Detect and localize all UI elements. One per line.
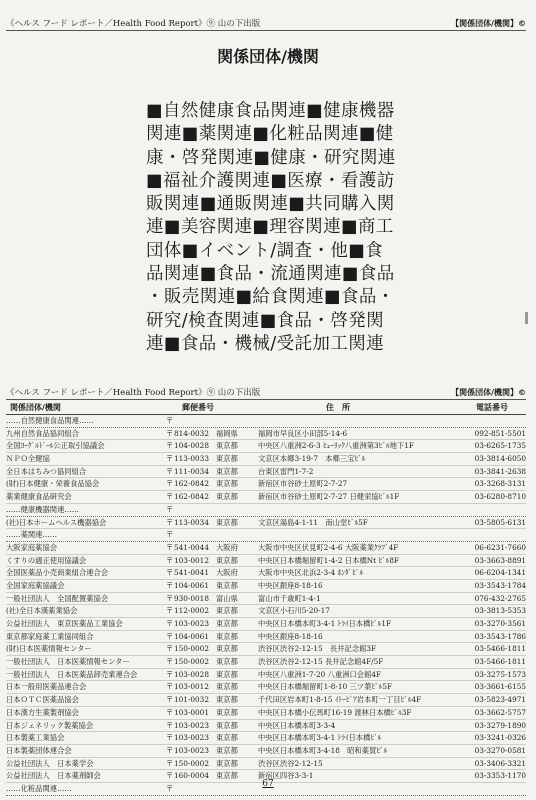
postal-code: 541-0041 bbox=[174, 568, 209, 578]
section-row bbox=[6, 415, 526, 428]
header-section-label: 【関係団体/機関】© bbox=[451, 387, 526, 397]
postal-mark: 〒 bbox=[166, 568, 174, 578]
category-line: 品関連■食品・流通関連■食品 bbox=[146, 264, 395, 285]
org-name: 全国ﾖｰｸﾞﾙﾄﾞｰﾙ公正取引協議会 bbox=[6, 441, 105, 451]
phone-number: 03-6265-1735 bbox=[474, 441, 526, 451]
prefecture: 東京都 bbox=[216, 682, 238, 692]
table-row bbox=[6, 694, 526, 707]
postal-mark: 〒 bbox=[166, 517, 174, 527]
org-name: (財)日本健康・栄養食品協会 bbox=[6, 479, 100, 489]
prefecture: 東京都 bbox=[216, 695, 238, 705]
org-name: 日本ＯＴＣ医薬品協会 bbox=[6, 695, 79, 705]
table-row bbox=[6, 618, 526, 631]
running-header-bottom bbox=[6, 385, 526, 400]
org-name: 全国医薬品小売商業組合連合会 bbox=[6, 568, 109, 578]
table-row bbox=[6, 542, 526, 555]
org-name: 東京都家庭薬工業協同組合 bbox=[6, 631, 94, 641]
address: 文京区本郷3-19-7 本郷三宝ﾋﾞﾙ bbox=[258, 454, 366, 464]
prefecture: 東京都 bbox=[216, 580, 238, 590]
page-title: 関係団体/機関 bbox=[217, 47, 319, 66]
address: 中央区八重洲1-7-20 八重洲口会館4F bbox=[258, 669, 382, 679]
address: 渋谷区渋谷2-12-15 長井記念館4F/5F bbox=[258, 657, 384, 667]
running-header-top bbox=[6, 16, 526, 31]
address: 渋谷区渋谷2-12-15 bbox=[258, 758, 323, 768]
phone-number: 03-3353-1170 bbox=[474, 771, 526, 781]
phone-number: 06-6231-7660 bbox=[474, 542, 526, 552]
category-line: 連■食品・機械/受託加工関連 bbox=[146, 333, 385, 354]
table-row bbox=[6, 593, 526, 606]
table-row bbox=[6, 758, 526, 771]
section-row bbox=[6, 529, 526, 542]
postal-code: 104-0028 bbox=[174, 441, 209, 451]
prefecture: 東京都 bbox=[216, 657, 238, 667]
org-name: ……化粧品関連…… bbox=[6, 783, 72, 793]
phone-number: 03-3270-0581 bbox=[474, 745, 526, 755]
org-name: 日本製薬団体連合会 bbox=[6, 745, 72, 755]
postal-mark: 〒 bbox=[166, 479, 174, 489]
postal-mark: 〒 bbox=[166, 606, 174, 616]
postal-mark: 〒 bbox=[166, 441, 174, 451]
postal-code: 160-0004 bbox=[174, 771, 209, 781]
prefecture: 富山県 bbox=[216, 593, 238, 603]
col-header-addr: 住 所 bbox=[326, 403, 350, 412]
table-row bbox=[6, 491, 526, 504]
prefecture: 東京都 bbox=[216, 492, 238, 502]
org-name: くすりの適正使用協議会 bbox=[6, 555, 87, 565]
address: 中央区日本橋堀留町1-8-10 三ツ葉ﾋﾞﾙ5F bbox=[258, 682, 393, 692]
category-line: 康・啓発関連■健康・研究関連 bbox=[146, 147, 396, 168]
postal-code: 103-0023 bbox=[174, 745, 209, 755]
postal-mark: 〒 bbox=[166, 657, 174, 667]
postal-code: 103-0023 bbox=[174, 733, 209, 743]
postal-code: 112-0002 bbox=[174, 606, 209, 616]
postal-mark: 〒 bbox=[166, 530, 174, 540]
prefecture: 東京都 bbox=[216, 466, 238, 476]
category-line: 連■美容関連■理容関連■商工 bbox=[146, 217, 394, 238]
postal-code: 814-0032 bbox=[174, 428, 209, 438]
phone-number: 03-5466-1811 bbox=[474, 657, 526, 667]
postal-mark: 〒 bbox=[166, 758, 174, 768]
org-name: ……自然健康食品関連…… bbox=[6, 416, 94, 425]
col-header-tel: 電話番号 bbox=[476, 403, 508, 412]
postal-code: 930-0018 bbox=[174, 593, 209, 603]
prefecture: 東京都 bbox=[216, 454, 238, 464]
postal-code: 103-0012 bbox=[174, 555, 209, 565]
org-name: 日本漢方生薬製剤協会 bbox=[6, 707, 79, 717]
phone-number: 03-3241-0326 bbox=[474, 733, 526, 743]
phone-number: 03-3275-1573 bbox=[474, 669, 526, 679]
postal-mark: 〒 bbox=[166, 466, 174, 476]
address: 文京区湯島4-1-11 南山堂ﾋﾞﾙ5F bbox=[258, 517, 368, 527]
table-header bbox=[6, 400, 526, 415]
section-row bbox=[6, 504, 526, 517]
address: 中央区日本橋本町3-4-1 ﾄﾗｲ日本橋ﾋﾞﾙ bbox=[258, 733, 382, 743]
header-section-label: 【関係団体/機関】© bbox=[451, 18, 526, 28]
prefecture: 東京都 bbox=[216, 631, 238, 641]
prefecture: 東京都 bbox=[216, 644, 238, 654]
postal-mark: 〒 bbox=[166, 555, 174, 565]
address: 中央区日本橋堀留町1-4-2 日本橋Nt ﾋﾞﾙ8F bbox=[258, 555, 400, 565]
phone-number: 092-851-5501 bbox=[474, 428, 526, 438]
address: 新宿区市谷砂土原町2-7-27 日健栄協ﾋﾞﾙ1F bbox=[258, 492, 400, 502]
category-line: 関連■薬関連■化粧品関連■健 bbox=[146, 124, 394, 145]
category-line: ■福祉介護関連■医療・看護訪 bbox=[146, 170, 395, 191]
org-name: 公益社団法人 日本薬剤師会 bbox=[6, 771, 101, 781]
phone-number: 03-3814-6050 bbox=[474, 454, 526, 464]
table-row bbox=[6, 517, 526, 530]
postal-mark: 〒 bbox=[166, 580, 174, 590]
org-name: 全国家庭薬協議会 bbox=[6, 580, 65, 590]
org-name: 公益社団法人 東京医薬品工業協会 bbox=[6, 619, 123, 628]
prefecture: 東京都 bbox=[216, 745, 238, 755]
org-name: 九州自然食品協同組合 bbox=[6, 428, 79, 438]
postal-mark: 〒 bbox=[166, 720, 174, 730]
org-name: 日本製薬工業協会 bbox=[6, 733, 65, 743]
table-row bbox=[6, 707, 526, 720]
address: 中央区日本橋本町3-4-1 ﾄﾗｲ日本橋ﾋﾞﾙ1F bbox=[258, 619, 392, 628]
phone-number: 03-3661-6155 bbox=[474, 682, 526, 692]
table-row bbox=[6, 681, 526, 694]
postal-code: 103-0023 bbox=[174, 720, 209, 730]
phone-number: 03-3543-1786 bbox=[474, 631, 526, 641]
org-name: (財)日本医薬情報センター bbox=[6, 644, 92, 654]
prefecture: 東京都 bbox=[216, 720, 238, 730]
postal-code: 162-0842 bbox=[174, 492, 209, 502]
col-header-zip: 郵便番号 bbox=[182, 403, 214, 412]
col-header-org: 関係団体/機関 bbox=[10, 403, 61, 412]
phone-number: 03-3813-5353 bbox=[474, 606, 526, 616]
category-line: 販関連■通販関連■共同購入関 bbox=[146, 194, 395, 215]
phone-number: 03-3662-5757 bbox=[474, 707, 526, 717]
org-name: 公益社団法人 日本薬学会 bbox=[6, 758, 94, 768]
postal-code: 103-0001 bbox=[174, 707, 209, 717]
postal-code: 104-0061 bbox=[174, 631, 209, 641]
category-line: ■自然健康食品関連■健康機器 bbox=[146, 101, 395, 121]
postal-mark: 〒 bbox=[166, 771, 174, 781]
address: 富山市千歳町1-4-1 bbox=[258, 593, 321, 603]
table-row bbox=[6, 669, 526, 682]
table-row bbox=[6, 732, 526, 745]
table-row bbox=[6, 453, 526, 466]
org-name: ……健康機器関連…… bbox=[6, 504, 79, 514]
postal-mark: 〒 bbox=[166, 669, 174, 679]
org-name: 一般社団法人 全国配置薬協会 bbox=[6, 593, 109, 603]
prefecture: 大阪府 bbox=[216, 542, 238, 552]
postal-code: 162-0842 bbox=[174, 479, 209, 489]
header-publication: 《ヘルス フード レポート／Health Food Report》⑨ 山の下出版 bbox=[6, 19, 261, 29]
postal-mark: 〒 bbox=[166, 416, 174, 425]
phone-number: 03-3663-8891 bbox=[474, 555, 526, 565]
prefecture: 福岡県 bbox=[216, 428, 238, 438]
page-number: 67 bbox=[262, 779, 274, 789]
table-row bbox=[6, 720, 526, 733]
postal-code: 103-0023 bbox=[174, 619, 209, 628]
table-row bbox=[6, 478, 526, 491]
table-row bbox=[6, 428, 526, 441]
category-line: ・販売関連■給食関連■食品・ bbox=[146, 287, 395, 308]
address: 千代田区岩本町1-8-15 ｲﾄｰﾋﾟｱ岩本町一丁目ﾋﾞﾙ4F bbox=[258, 695, 422, 705]
directory-table bbox=[6, 415, 526, 796]
phone-number: 03-6280-8710 bbox=[474, 492, 526, 502]
table-row bbox=[6, 466, 526, 479]
prefecture: 東京都 bbox=[216, 479, 238, 489]
postal-mark: 〒 bbox=[166, 733, 174, 743]
postal-code: 113-0033 bbox=[174, 454, 209, 464]
table-row bbox=[6, 656, 526, 669]
category-line: 団体■イベント/調査・他■食 bbox=[146, 240, 384, 261]
prefecture: 東京都 bbox=[216, 669, 238, 679]
address: 中央区日本橋小伝馬町16-19 渡林日本橋ﾋﾞﾙ3F bbox=[258, 707, 412, 717]
postal-code: 111-0034 bbox=[174, 466, 209, 476]
category-index bbox=[146, 100, 404, 356]
prefecture: 東京都 bbox=[216, 555, 238, 565]
phone-number: 03-3841-2638 bbox=[474, 466, 526, 476]
address: 中央区日本橋本町3-4-18 昭和薬貿ﾋﾞﾙ bbox=[258, 745, 388, 755]
address: 台東区雷門1-7-2 bbox=[258, 466, 314, 476]
address: 中央区日本橋本町3-3-4 bbox=[258, 720, 336, 730]
phone-number: 03-3270-3561 bbox=[474, 619, 526, 628]
prefecture: 東京都 bbox=[216, 771, 238, 781]
phone-number: 03-3406-3321 bbox=[474, 758, 526, 768]
table-row bbox=[6, 580, 526, 593]
phone-number: 03-3279-1890 bbox=[474, 720, 526, 730]
postal-code: 103-0012 bbox=[174, 682, 209, 692]
postal-mark: 〒 bbox=[166, 428, 174, 438]
postal-code: 101-0032 bbox=[174, 695, 209, 705]
header-publication: 《ヘルス フード レポート／Health Food Report》⑨ 山の下出版 bbox=[6, 388, 261, 398]
table-row bbox=[6, 567, 526, 580]
postal-mark: 〒 bbox=[166, 542, 174, 552]
postal-code: 113-0034 bbox=[174, 517, 209, 527]
postal-mark: 〒 bbox=[166, 682, 174, 692]
phone-number: 03-3268-3131 bbox=[474, 479, 526, 489]
table-row bbox=[6, 605, 526, 618]
address: 文京区小石川5-20-17 bbox=[258, 606, 330, 616]
phone-number: 03-5466-1811 bbox=[474, 644, 526, 654]
postal-mark: 〒 bbox=[166, 745, 174, 755]
postal-mark: 〒 bbox=[166, 631, 174, 641]
org-name: 全日本はちみつ協同組合 bbox=[6, 466, 87, 476]
prefecture: 大阪府 bbox=[216, 568, 238, 578]
postal-mark: 〒 bbox=[166, 454, 174, 464]
address: 大阪市中央区北浜2-3-4 ﾎﾝﾀﾞﾋﾞﾙ bbox=[258, 568, 364, 578]
address: 福岡市早良区小田部5-14-6 bbox=[258, 428, 348, 438]
phone-number: 03-5805-6131 bbox=[474, 517, 526, 527]
postal-code: 150-0002 bbox=[174, 644, 209, 654]
org-name: 大阪家庭薬協会 bbox=[6, 542, 58, 552]
prefecture: 東京都 bbox=[216, 606, 238, 616]
postal-mark: 〒 bbox=[166, 783, 174, 793]
org-name: 一般社団法人 日本医薬情報センター bbox=[6, 657, 130, 667]
org-name: 薬業健康食品研究会 bbox=[6, 492, 72, 502]
org-name: 日本一般用医薬品連合会 bbox=[6, 682, 87, 692]
prefecture: 東京都 bbox=[216, 707, 238, 717]
prefecture: 東京都 bbox=[216, 441, 238, 451]
postal-mark: 〒 bbox=[166, 619, 174, 628]
prefecture: 東京都 bbox=[216, 619, 238, 628]
org-name: (社)日本ホームヘルス機器協会 bbox=[6, 517, 107, 527]
prefecture: 東京都 bbox=[216, 517, 238, 527]
table-row bbox=[6, 745, 526, 758]
postal-mark: 〒 bbox=[166, 593, 174, 603]
org-name: 日本ジェネリック製薬協会 bbox=[6, 720, 94, 730]
org-name: (社)全日本漢薬業協会 bbox=[6, 606, 78, 616]
phone-number: 076-432-2765 bbox=[474, 593, 526, 603]
address: 渋谷区渋谷2-12-15 長井記念館3F bbox=[258, 644, 377, 654]
org-name: ……薬関連…… bbox=[6, 530, 58, 540]
address: 新宿区四谷3-3-1 bbox=[258, 771, 314, 781]
org-name: ＮＰＯ全健協 bbox=[6, 454, 50, 464]
postal-code: 150-0002 bbox=[174, 758, 209, 768]
prefecture: 東京都 bbox=[216, 733, 238, 743]
postal-code: 150-0002 bbox=[174, 657, 209, 667]
table-row bbox=[6, 631, 526, 644]
org-name: 一般社団法人 日本医薬品卸売業連合会 bbox=[6, 669, 138, 679]
phone-number: 06-6204-1341 bbox=[474, 568, 526, 578]
postal-mark: 〒 bbox=[166, 504, 174, 514]
postal-mark: 〒 bbox=[166, 707, 174, 717]
phone-number: 03-5823-4971 bbox=[474, 695, 526, 705]
phone-number: 03-3543-1784 bbox=[474, 580, 526, 590]
postal-mark: 〒 bbox=[166, 644, 174, 654]
postal-mark: 〒 bbox=[166, 492, 174, 502]
category-line: 研究/検査関連■食品・啓発関 bbox=[146, 310, 385, 331]
margin-mark bbox=[525, 312, 528, 324]
address: 中央区八重洲2-6-3 ﾋｭｰﾘｯｸ八重洲第3ﾋﾞﾙ地下1F bbox=[258, 441, 414, 451]
address: 新宿区市谷砂土原町2-7-27 bbox=[258, 479, 348, 489]
address: 中央区銀座8-18-16 bbox=[258, 631, 323, 641]
postal-mark: 〒 bbox=[166, 695, 174, 705]
table-row bbox=[6, 643, 526, 656]
table-row bbox=[6, 555, 526, 568]
address: 中央区銀座8-18-16 bbox=[258, 580, 323, 590]
postal-code: 541-0044 bbox=[174, 542, 209, 552]
postal-code: 103-0028 bbox=[174, 669, 209, 679]
address: 大阪市中央区伏見町2-4-6 大阪薬業ｸﾗﾌﾞ4F bbox=[258, 542, 399, 552]
table-row bbox=[6, 440, 526, 453]
postal-code: 104-0061 bbox=[174, 580, 209, 590]
prefecture: 東京都 bbox=[216, 758, 238, 768]
